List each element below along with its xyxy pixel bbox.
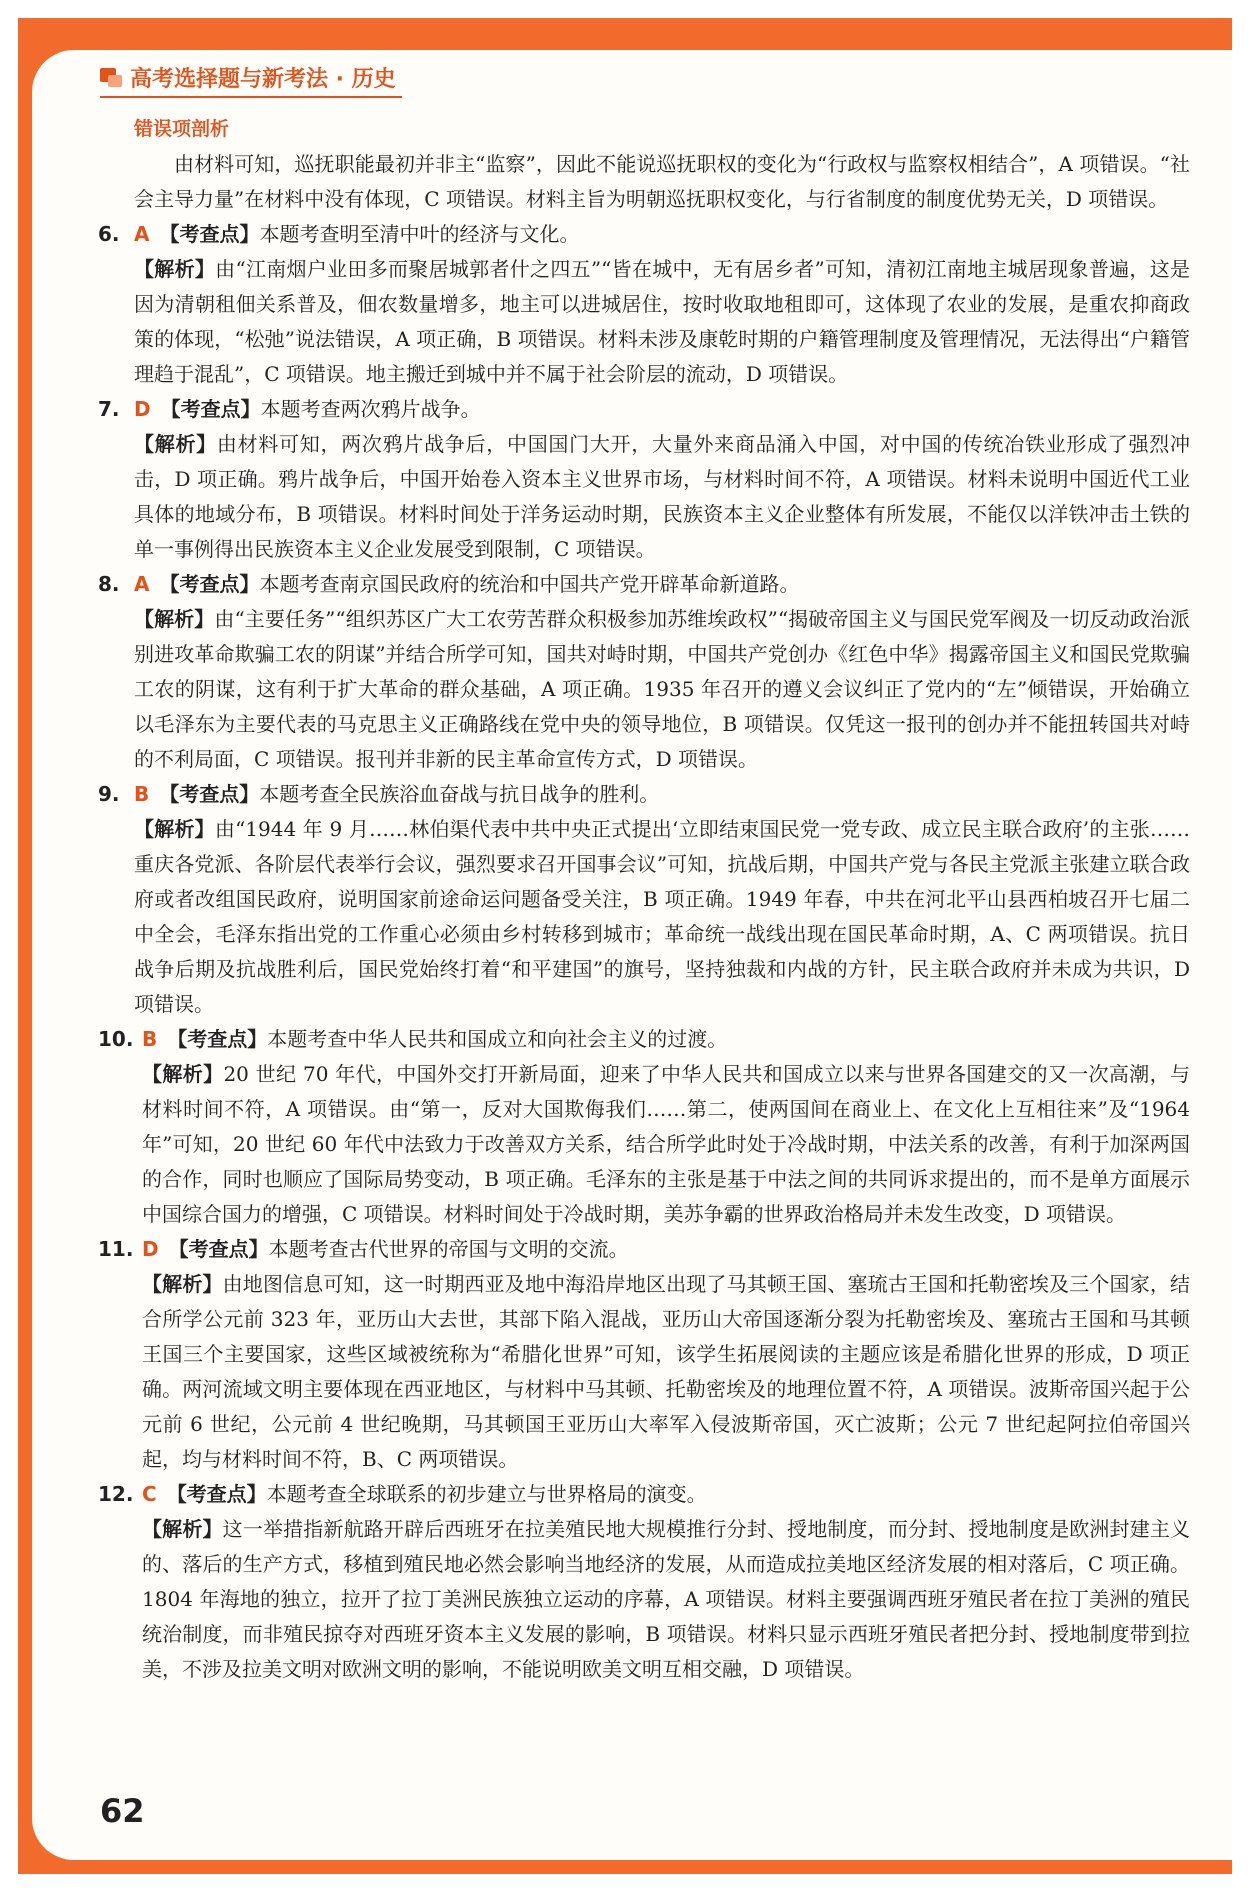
answer-letter: A: [134, 222, 150, 246]
answer-item: [98, 777, 1190, 1022]
point-label: 【考查点】: [166, 1482, 267, 1506]
analysis-text: 由“江南烟户业田多而聚居城郭者什之四五”“皆在城中，无有居乡者”可知，清初江南地主城居现象普遍，这是因为清朝租佃关系普及，佃农数量增多，地主可以进城居住，按时收取地租即可，这体现了农业的发展，是重农抑商政策的体现，“松弛”说法错误，A 项正确，B 项错误。材料未涉及康乾时期的户籍管理制度及管理情况，无法得出“户籍管理趋于混乱”，C 项错误。地主搬迁到城中并不属于社会阶层的流动，D 项错误。: [134, 257, 1191, 386]
analysis-block: [134, 602, 1190, 777]
point-label: 【考查点】: [159, 222, 260, 246]
analysis-label: 【解析】: [134, 432, 217, 456]
point-label: 【考查点】: [159, 572, 260, 596]
analysis-label: 【解析】: [134, 607, 215, 631]
answer-letter: D: [134, 397, 151, 421]
point-text: 本题考查全球联系的初步建立与世界格局的演变。: [266, 1482, 707, 1506]
point-label: 【考查点】: [168, 1237, 269, 1261]
point-label: 【考查点】: [167, 1027, 268, 1051]
answer-item: [98, 1022, 1190, 1232]
question-number: 12.: [98, 1482, 134, 1506]
answer-letter: B: [142, 1027, 158, 1051]
answer-letter: D: [142, 1237, 159, 1261]
answer-item: [98, 1232, 1190, 1477]
question-number: 8.: [98, 572, 120, 596]
answer-item: [98, 1477, 1190, 1687]
point-text: 本题考查明至清中叶的经济与文化。: [259, 222, 580, 246]
answer-letter: B: [134, 782, 150, 806]
question-number: 7.: [98, 397, 120, 421]
analysis-text: 由“1944 年 9 月……林伯渠代表中共中央正式提出‘立即结束国民党一党专政、成立民主联合政府’的主张……重庆各党派、各阶层代表举行会议，强烈要求召开国事会议”可知，抗战后期，中国共产党与各民主党派主张建立联合政府或者改组国民政府，说明国家前途命运问题备受关注，B 项正确。1949 年春，中共在河北平山县西柏坡召开七届二中全会，毛泽东指出党的工作重心必须由乡村转移到城市；革命统一战线出现在国民革命时期，A、C 两项错误。抗日战争后期及抗战胜利后，国民党始终打着“和平建国”的旗号，坚持独裁和内战的方针，民主联合政府并未成为共识，D 项错误。: [134, 817, 1191, 1016]
analysis-label: 【解析】: [134, 817, 215, 841]
answer-item: [98, 217, 1190, 392]
point-text: 本题考查古代世界的帝国与文明的交流。: [268, 1237, 629, 1261]
header-underline: [100, 96, 402, 98]
analysis-text: 这一举措指新航路开辟后西班牙在拉美殖民地大规模推行分封、授地制度，而分封、授地制度是欧洲封建主义的、落后的生产方式，移植到殖民地必然会影响当地经济的发展，从而造成拉美地区经济发展的相对落后，C 项正确。1804 年海地的独立，拉开了拉丁美洲民族独立运动的序幕，A 项错误。材料主要强调西班牙殖民者在拉丁美洲的殖民统治制度，而非殖民掠夺对西班牙资本主义发展的影响，B 项错误。材料只显示西班牙殖民者把分封、授地制度带到拉美，不涉及拉美文明对欧洲文明的影响，不能说明欧美文明互相交融，D 项错误。: [142, 1517, 1191, 1681]
answer-letter: A: [134, 572, 150, 596]
question-number: 9.: [98, 782, 120, 806]
question-number: 6.: [98, 222, 120, 246]
answer-list: [98, 217, 1190, 1687]
analysis-block: [134, 252, 1190, 392]
point-label: 【考查点】: [160, 397, 261, 421]
book-icon: [100, 68, 122, 88]
analysis-block: [142, 1057, 1190, 1232]
analysis-label: 【解析】: [142, 1062, 224, 1086]
section-text: 由材料可知，巡抚职能最初并非主“监察”，因此不能说巡抚职权的变化为“行政权与监察权相结合”，A 项错误。“社会主导力量”在材料中没有体现，C 项错误。材料主旨为明朝巡抚职权变化，与行省制度的制度优势无关，D 项错误。: [134, 152, 1190, 211]
answer-item: [98, 567, 1190, 777]
question-number: 10.: [98, 1027, 134, 1051]
point-text: 本题考查全民族浴血奋战与抗日战争的胜利。: [259, 782, 660, 806]
section-title: 错误项剖析: [134, 118, 230, 140]
analysis-block: [134, 812, 1190, 1022]
analysis-block: [142, 1267, 1190, 1477]
answer-letter: C: [142, 1482, 157, 1506]
answer-item: [98, 392, 1190, 567]
point-text: 本题考查中华人民共和国成立和向社会主义的过渡。: [267, 1027, 728, 1051]
analysis-text: 由“主要任务”“组织苏区广大工农劳苦群众积极参加苏维埃政权”“揭破帝国主义与国民党军阀及一切反动政治派别进攻革命欺骗工农的阴谋”并结合所学可知，国共对峙时期，中国共产党创办《红色中华》揭露帝国主义和国民党欺骗工农的阴谋，这有利于扩大革命的群众基础，A 项正确。1935 年召开的遵义会议纠正了党内的“左”倾错误，开始确立以毛泽东为主要代表的马克思主义正确路线在党中央的领导地位，B 项错误。仅凭这一报刊的创办并不能扭转国共对峙的不利局面，C 项错误。报刊并非新的民主革命宣传方式，D 项错误。: [134, 607, 1190, 771]
analysis-block: [134, 427, 1190, 567]
point-label: 【考查点】: [159, 782, 260, 806]
analysis-text: 由材料可知，两次鸦片战争后，中国国门大开，大量外来商品涌入中国，对中国的传统冶铁业形成了强烈冲击，D 项正确。鸦片战争后，中国开始卷入资本主义世界市场，与材料时间不符，A 项错误。材料未说明中国近代工业具体的地域分布，B 项错误。材料时间处于洋务运动时期，民族资本主义企业整体有所发展，不能仅以洋铁冲击土铁的单一事例得出民族资本主义企业发展受到限制，C 项错误。: [134, 432, 1191, 561]
analysis-text: 由地图信息可知，这一时期西亚及地中海沿岸地区出现了马其顿王国、塞琉古王国和托勒密埃及三个国家，结合所学公元前 323 年，亚历山大去世，其部下陷入混战，亚历山大帝国逐渐分裂为托勒密埃及、塞琉古王国和马其顿王国三个主要国家，这些区域被统称为“希腊化世界”可知，该学生拓展阅读的主题应该是希腊化世界的形成，D 项正确。两河流域文明主要体现在西亚地区，与材料中马其顿、托勒密埃及的地理位置不符，A 项错误。波斯帝国兴起于公元前 6 世纪，公元前 4 世纪晚期，马其顿国王亚历山大率军入侵波斯帝国，灭亡波斯；公元 7 世纪起阿拉伯帝国兴起，均与材料时间不符，B、C 两项错误。: [142, 1272, 1191, 1471]
point-text: 本题考查南京国民政府的统治和中国共产党开辟革命新道路。: [259, 572, 800, 596]
page-number: 62: [100, 1792, 145, 1830]
analysis-label: 【解析】: [134, 257, 216, 281]
analysis-block: [142, 1512, 1190, 1687]
question-number: 11.: [98, 1237, 134, 1261]
point-text: 本题考查两次鸦片战争。: [260, 397, 481, 421]
analysis-label: 【解析】: [142, 1517, 223, 1541]
page-header: [100, 62, 396, 93]
analysis-text: 20 世纪 70 年代，中国外交打开新局面，迎来了中华人民共和国成立以来与世界各国建交的又一次高潮，与材料时间不符，A 项错误。由“第一，反对大国欺侮我们……第二，使两国间在商业上、在文化上互相往来”及“1964 年”可知，20 世纪 60 年代中法致力于改善双方关系，结合所学此时处于冷战时期，中法关系的改善，有利于加深两国的合作，同时也顺应了国际局势变动，B 项正确。毛泽东的主张是基于中法之间的共同诉求提出的，而不是单方面展示中国综合国力的增强，C 项错误。材料时间处于冷战时期，美苏争霸的世界政治格局并未发生改变，D 项错误。: [142, 1062, 1190, 1226]
analysis-label: 【解析】: [142, 1272, 223, 1296]
header-title: 高考选择题与新考法 · 历史: [130, 67, 396, 92]
main-content: [98, 112, 1190, 1687]
